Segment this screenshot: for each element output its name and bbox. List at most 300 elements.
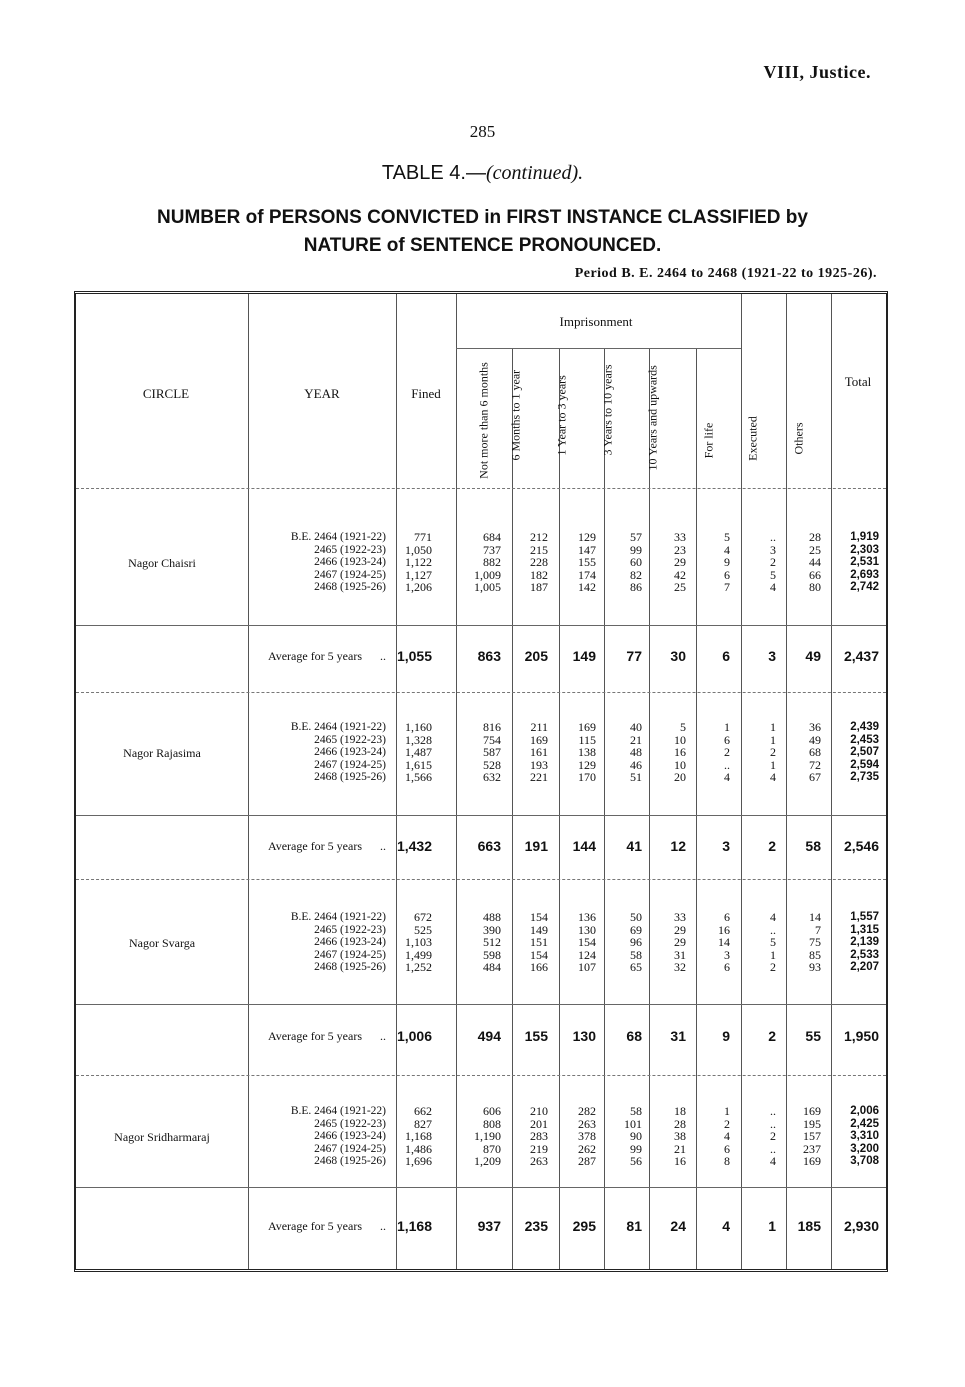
cell-exec: 2 [770, 960, 776, 975]
cell-exec: 4 [770, 580, 776, 595]
average-label-text: Average for 5 years [267, 649, 362, 663]
average-label [196, 839, 386, 854]
header-1y-3y: 1 Year to 3 years [554, 375, 569, 456]
average-fined: 1,432 [396, 838, 432, 854]
cell-life: 8 [724, 1154, 730, 1169]
average-others: 185 [797, 1218, 821, 1234]
cell-nm6: 1,209 [474, 1154, 501, 1169]
cell-total: 2,139 [850, 936, 879, 949]
cell-fined: 1,122 [405, 555, 432, 570]
cell-nm6: 1,005 [474, 580, 501, 595]
cell-life: 2 [724, 1116, 730, 1131]
cell-total: 2,533 [850, 948, 879, 961]
cell-y310: 86 [630, 580, 642, 595]
header-total: Total [844, 374, 872, 389]
cell-y310: 65 [630, 960, 642, 975]
cell-m6: 154 [530, 947, 548, 962]
average-others: 58 [805, 838, 821, 854]
cell-others: 68 [809, 745, 821, 760]
cell-nm6: 512 [483, 935, 501, 950]
cell-exec: .. [770, 1116, 776, 1131]
cell-fined: 1,566 [405, 770, 432, 785]
header-year: YEAR [304, 386, 340, 401]
circle-name: Nagor Chaisri [128, 556, 196, 571]
cell-m6: 228 [530, 555, 548, 570]
cell-m6: 210 [530, 1104, 548, 1118]
cell-m6: 154 [530, 910, 548, 924]
average-life: 3 [722, 838, 730, 854]
cell-fined: 1,252 [405, 960, 432, 975]
cell-exec: 4 [770, 910, 776, 924]
cell-others: 72 [809, 757, 821, 772]
cell-total: 2,006 [850, 1105, 879, 1117]
average-y10: 30 [670, 648, 686, 664]
table-title-continued: (continued). [485, 162, 584, 184]
cell-exec: .. [770, 1141, 776, 1156]
cell-m6: 169 [530, 732, 548, 747]
average-fined: 1,168 [396, 1218, 432, 1234]
cell-y10: 21 [674, 1141, 686, 1156]
cell-nm6: 737 [483, 542, 501, 557]
table-title [0, 162, 965, 185]
average-y310: 41 [626, 838, 642, 854]
header-for-life: For life [701, 422, 716, 459]
cell-m6: 187 [530, 580, 548, 595]
year-label: B.E. 2464 (1921-22) [290, 721, 386, 733]
average-label-dots: .. [380, 1029, 386, 1043]
header-fined: Fined [411, 386, 441, 401]
circle-name: Nagor Svarga [128, 936, 196, 951]
average-nm6: 937 [477, 1218, 501, 1234]
group-rule [76, 692, 886, 693]
cell-y10: 23 [674, 542, 686, 557]
cell-life: 4 [724, 1129, 730, 1144]
cell-m6: 221 [530, 770, 548, 785]
cell-y310: 69 [630, 922, 642, 937]
year-label: 2465 (1922-23) [314, 923, 386, 936]
cell-y10: 38 [674, 1129, 686, 1144]
average-y10: 24 [670, 1218, 686, 1234]
average-y13: 295 [572, 1218, 596, 1234]
header-6m-1y: 6 Months to 1 year [508, 369, 523, 461]
cell-nm6: 816 [483, 720, 501, 734]
cell-fined: 1,206 [405, 580, 432, 595]
cell-total: 3,708 [850, 1155, 879, 1168]
cell-y310: 60 [630, 555, 642, 570]
cell-others: 44 [809, 555, 821, 570]
year-label: 2466 (1923-24) [314, 556, 386, 569]
cell-m6: 263 [530, 1154, 548, 1169]
average-others: 49 [805, 648, 821, 664]
cell-total: 3,200 [850, 1142, 879, 1155]
average-m6: 205 [524, 648, 548, 664]
year-label: 2466 (1923-24) [314, 936, 386, 949]
average-label-text: Average for 5 years [267, 839, 362, 853]
average-label-text: Average for 5 years [267, 1219, 362, 1233]
cell-nm6: 1,009 [474, 567, 501, 582]
header-rule [76, 488, 886, 489]
cell-y310: 82 [630, 567, 642, 582]
cell-nm6: 882 [483, 555, 501, 570]
cell-exec: 4 [770, 770, 776, 785]
cell-others: 80 [809, 580, 821, 595]
imprisonment-rule [456, 348, 741, 349]
average-y13: 149 [572, 648, 596, 664]
page-number: 285 [469, 122, 496, 141]
group-rule [76, 1004, 886, 1005]
year-label: 2466 (1923-24) [314, 746, 386, 759]
cell-total: 1,557 [850, 911, 879, 923]
cell-exec: 1 [770, 947, 776, 962]
average-life: 9 [722, 1028, 730, 1044]
cell-y10: 25 [674, 580, 686, 595]
cell-life: 4 [724, 542, 730, 557]
group-rule [76, 1075, 886, 1076]
cell-life: 3 [724, 947, 730, 962]
cell-y13: 142 [578, 580, 596, 595]
cell-others: 169 [803, 1154, 821, 1169]
cell-y10: 31 [674, 947, 686, 962]
year-label: 2468 (1925-26) [314, 581, 386, 594]
average-fined: 1,006 [396, 1028, 432, 1044]
cell-m6: 211 [530, 720, 548, 734]
cell-y310: 48 [630, 745, 642, 760]
cell-total: 2,742 [850, 581, 879, 594]
cell-life: 6 [724, 567, 730, 582]
average-y13: 144 [572, 838, 596, 854]
header-3y-10y: 3 Years to 10 years [600, 364, 615, 456]
cell-y10: 29 [674, 935, 686, 950]
average-label [196, 1219, 386, 1234]
cell-fined: 1,499 [405, 947, 432, 962]
cell-fined: 1,050 [405, 542, 432, 557]
group-rule [76, 815, 886, 816]
cell-others: 7 [815, 922, 821, 937]
average-others: 55 [805, 1028, 821, 1044]
cell-nm6: 488 [483, 910, 501, 924]
cell-m6: 219 [530, 1141, 548, 1156]
cell-nm6: 528 [483, 757, 501, 772]
cell-y13: 129 [578, 530, 596, 544]
cell-y13: 287 [578, 1154, 596, 1169]
cell-y310: 40 [630, 720, 642, 734]
average-label-dots: .. [380, 839, 386, 853]
cell-others: 49 [809, 732, 821, 747]
cell-nm6: 606 [483, 1104, 501, 1118]
cell-life: 2 [724, 745, 730, 760]
cell-y310: 46 [630, 757, 642, 772]
cell-fined: 1,487 [405, 745, 432, 760]
cell-life: 6 [724, 960, 730, 975]
cell-y10: 5 [680, 720, 686, 734]
circle-name: Nagor Sridharmaraj [114, 1130, 210, 1145]
cell-m6: 283 [530, 1129, 548, 1144]
cell-exec: 4 [770, 1154, 776, 1169]
year-label: 2467 (1924-25) [314, 1142, 386, 1155]
header-imprisonment: Imprisonment [559, 314, 633, 329]
cell-y13: 154 [578, 935, 596, 950]
cell-fined: 1,696 [405, 1154, 432, 1169]
cell-life: 7 [724, 580, 730, 595]
year-label: 2468 (1925-26) [314, 961, 386, 974]
cell-fined: 1,127 [405, 567, 432, 582]
year-label: 2465 (1922-23) [314, 733, 386, 746]
cell-m6: 201 [530, 1116, 548, 1131]
average-nm6: 863 [477, 648, 501, 664]
cell-nm6: 754 [483, 732, 501, 747]
cell-total: 2,453 [850, 733, 879, 746]
average-total: 1,950 [843, 1028, 879, 1044]
cell-others: 237 [803, 1141, 821, 1156]
average-life: 4 [722, 1218, 730, 1234]
cell-y13: 129 [578, 757, 596, 772]
cell-nm6: 870 [483, 1141, 501, 1156]
cell-y310: 58 [630, 1104, 642, 1118]
cell-others: 36 [809, 720, 821, 734]
cell-m6: 161 [530, 745, 548, 760]
cell-life: 9 [724, 555, 730, 570]
year-label: 2467 (1924-25) [314, 758, 386, 771]
header-10y-up: 10 Years and upwards [645, 365, 660, 471]
cell-others: 14 [809, 910, 821, 924]
average-m6: 191 [524, 838, 548, 854]
cell-y10: 29 [674, 555, 686, 570]
cell-fined: 771 [414, 530, 432, 544]
cell-exec: .. [770, 1104, 776, 1118]
cell-y10: 33 [674, 910, 686, 924]
header-not-more-6m: Not more than 6 months [476, 362, 491, 479]
cell-y13: 138 [578, 745, 596, 760]
cell-y10: 18 [674, 1104, 686, 1118]
cell-life: 6 [724, 1141, 730, 1156]
cell-others: 75 [809, 935, 821, 950]
average-label-text: Average for 5 years [267, 1029, 362, 1043]
cell-nm6: 808 [483, 1116, 501, 1131]
cell-exec: 5 [770, 935, 776, 950]
average-total: 2,437 [843, 648, 879, 664]
cell-fined: 1,168 [405, 1129, 432, 1144]
cell-y310: 50 [630, 910, 642, 924]
average-exec: 1 [768, 1218, 776, 1234]
cell-y13: 174 [578, 567, 596, 582]
cell-nm6: 632 [483, 770, 501, 785]
cell-total: 2,439 [850, 721, 879, 733]
average-y13: 130 [572, 1028, 596, 1044]
cell-nm6: 1,190 [474, 1129, 501, 1144]
cell-y310: 96 [630, 935, 642, 950]
cell-exec: 1 [770, 732, 776, 747]
cell-y310: 57 [630, 530, 642, 544]
cell-exec: 2 [770, 745, 776, 760]
cell-y13: 282 [578, 1104, 596, 1118]
cell-nm6: 587 [483, 745, 501, 760]
cell-total: 1,919 [850, 531, 879, 543]
table-period: Period B. E. 2464 to 2468 (1921-22 to 1925-26). [574, 266, 877, 281]
average-label [196, 1029, 386, 1044]
cell-m6: 215 [530, 542, 548, 557]
cell-fined: 1,103 [405, 935, 432, 950]
cell-others: 93 [809, 960, 821, 975]
average-nm6: 663 [477, 838, 501, 854]
cell-total: 2,693 [850, 568, 879, 581]
cell-fined: 1,328 [405, 732, 432, 747]
cell-y13: 147 [578, 542, 596, 557]
cell-life: 1 [724, 720, 730, 734]
cell-exec: 5 [770, 567, 776, 582]
cell-nm6: 484 [483, 960, 501, 975]
cell-life: 16 [718, 922, 730, 937]
cell-exec: .. [770, 922, 776, 937]
cell-others: 66 [809, 567, 821, 582]
year-label: B.E. 2464 (1921-22) [290, 911, 386, 923]
average-exec: 2 [768, 838, 776, 854]
cell-total: 2,507 [850, 746, 879, 759]
cell-y13: 130 [578, 922, 596, 937]
cell-fined: 1,615 [405, 757, 432, 772]
cell-total: 2,594 [850, 758, 879, 771]
section-header: VIII, Justice. [763, 62, 871, 82]
cell-y10: 20 [674, 770, 686, 785]
cell-fined: 662 [414, 1104, 432, 1118]
cell-y310: 21 [630, 732, 642, 747]
cell-m6: 166 [530, 960, 548, 975]
average-nm6: 494 [477, 1028, 501, 1044]
cell-y310: 51 [630, 770, 642, 785]
table-subtitle: NUMBER of PERSONS CONVICTED in FIRST INSTANCE CLASSIFIED by NATURE of SENTENCE PRONOUNCED. [157, 207, 808, 256]
group-rule [76, 879, 886, 880]
average-y10: 31 [670, 1028, 686, 1044]
cell-others: 25 [809, 542, 821, 557]
year-label: 2465 (1922-23) [314, 1117, 386, 1130]
year-label: 2466 (1923-24) [314, 1130, 386, 1143]
cell-exec: 1 [770, 757, 776, 772]
cell-total: 2,531 [850, 556, 879, 569]
average-m6: 235 [524, 1218, 548, 1234]
cell-fined: 1,160 [405, 720, 432, 734]
cell-y13: 155 [578, 555, 596, 570]
cell-y13: 378 [578, 1129, 596, 1144]
cell-y10: 28 [674, 1116, 686, 1131]
cell-others: 67 [809, 770, 821, 785]
average-fined: 1,055 [396, 648, 432, 664]
average-total: 2,546 [843, 838, 879, 854]
cell-y310: 99 [630, 1141, 642, 1156]
cell-y310: 56 [630, 1154, 642, 1169]
cell-fined: 525 [414, 922, 432, 937]
average-y10: 12 [670, 838, 686, 854]
cell-exec: .. [770, 530, 776, 544]
year-label: 2467 (1924-25) [314, 948, 386, 961]
cell-y310: 58 [630, 947, 642, 962]
average-y310: 77 [626, 648, 642, 664]
average-exec: 2 [768, 1028, 776, 1044]
cell-y10: 16 [674, 1154, 686, 1169]
cell-y10: 16 [674, 745, 686, 760]
header-others: Others [791, 422, 806, 455]
cell-y310: 101 [624, 1116, 642, 1131]
cell-y10: 42 [674, 567, 686, 582]
average-label-dots: .. [380, 649, 386, 663]
cell-y13: 262 [578, 1141, 596, 1156]
year-label: 2467 (1924-25) [314, 568, 386, 581]
cell-y13: 107 [578, 960, 596, 975]
cell-m6: 212 [530, 530, 548, 544]
average-total: 2,930 [843, 1218, 879, 1234]
cell-y10: 10 [674, 732, 686, 747]
year-label: B.E. 2464 (1921-22) [290, 1105, 386, 1117]
cell-total: 3,310 [850, 1130, 879, 1143]
cell-total: 2,207 [850, 961, 879, 974]
cell-y310: 90 [630, 1129, 642, 1144]
cell-m6: 193 [530, 757, 548, 772]
cell-total: 2,735 [850, 771, 879, 784]
cell-m6: 151 [530, 935, 548, 950]
cell-life: 1 [724, 1104, 730, 1118]
group-rule [76, 625, 886, 626]
cell-y10: 32 [674, 960, 686, 975]
cell-fined: 1,486 [405, 1141, 432, 1156]
cell-y10: 29 [674, 922, 686, 937]
cell-others: 157 [803, 1129, 821, 1144]
cell-total: 1,315 [850, 923, 879, 936]
cell-life: 6 [724, 732, 730, 747]
cell-life: 14 [718, 935, 730, 950]
cell-others: 169 [803, 1104, 821, 1118]
cell-life: 6 [724, 910, 730, 924]
cell-total: 2,303 [850, 543, 879, 556]
cell-m6: 149 [530, 922, 548, 937]
average-y310: 68 [626, 1028, 642, 1044]
cell-y13: 136 [578, 910, 596, 924]
cell-nm6: 598 [483, 947, 501, 962]
header-circle: CIRCLE [142, 386, 190, 401]
cell-y13: 263 [578, 1116, 596, 1131]
circle-name: Nagor Rajasima [123, 746, 201, 761]
year-label: 2468 (1925-26) [314, 1155, 386, 1168]
cell-y13: 169 [578, 720, 596, 734]
cell-y13: 124 [578, 947, 596, 962]
cell-exec: 3 [770, 542, 776, 557]
cell-exec: 2 [770, 1129, 776, 1144]
cell-life: 5 [724, 530, 730, 544]
cell-y10: 10 [674, 757, 686, 772]
average-y310: 81 [626, 1218, 642, 1234]
cell-y13: 170 [578, 770, 596, 785]
table-title-main: TABLE 4.— [381, 162, 486, 184]
cell-others: 195 [803, 1116, 821, 1131]
cell-others: 28 [809, 530, 821, 544]
average-m6: 155 [524, 1028, 548, 1044]
average-life: 6 [722, 648, 730, 664]
cell-y13: 115 [578, 732, 596, 747]
year-label: 2468 (1925-26) [314, 771, 386, 784]
cell-fined: 827 [414, 1116, 432, 1131]
average-label-dots: .. [380, 1219, 386, 1233]
cell-total: 2,425 [850, 1117, 879, 1130]
average-label [196, 649, 386, 664]
year-label: 2465 (1922-23) [314, 543, 386, 556]
year-label: B.E. 2464 (1921-22) [290, 531, 386, 543]
header-executed: Executed [745, 416, 760, 461]
cell-life: 4 [724, 770, 730, 785]
cell-fined: 672 [414, 910, 432, 924]
average-exec: 3 [768, 648, 776, 664]
group-rule [76, 1187, 886, 1188]
cell-others: 85 [809, 947, 821, 962]
cell-y310: 99 [630, 542, 642, 557]
cell-y10: 33 [674, 530, 686, 544]
cell-nm6: 390 [483, 922, 501, 937]
